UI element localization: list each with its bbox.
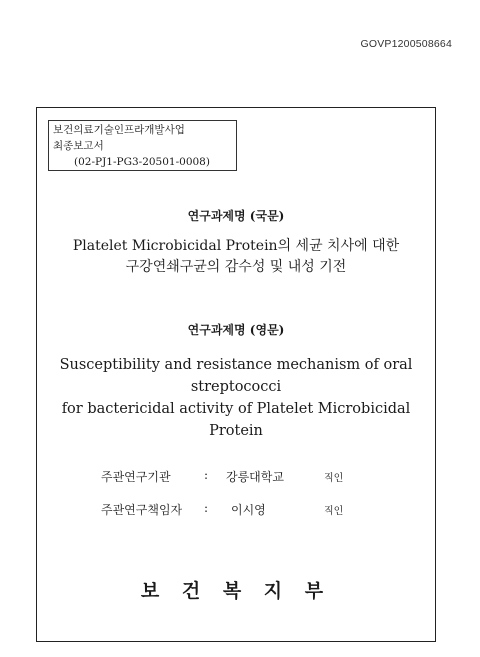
host-institution-colon: : [204, 468, 209, 482]
report-frame [36, 107, 436, 642]
korean-title-line1: Platelet Microbicidal Protein의 세균 치사에 대한 [72, 238, 400, 254]
korean-title-line2: 구강연쇄구균의 감수성 및 내성 기전 [125, 259, 347, 275]
program-name: 보건의료기술인프라개발사업 [53, 124, 185, 136]
korean-title-heading: 연구과제명 (국문) [187, 209, 285, 223]
english-title [37, 354, 435, 442]
host-institution-seal: 직인 [324, 473, 344, 484]
principal-investigator-row [37, 501, 435, 517]
host-institution-name: 강릉대학교 [226, 470, 284, 484]
principal-investigator-colon: : [204, 501, 209, 515]
project-code: (02-PJ1-PG3-20501-0008) [74, 156, 210, 168]
ministry-name: 보 건 복 지 부 [140, 580, 332, 602]
english-title-line2: for bactericidal activity of Platelet Microbicidal Protein [61, 401, 411, 439]
principal-investigator-label: 주관연구책임자 [101, 503, 183, 517]
host-institution-row [37, 468, 435, 484]
report-label-box [48, 120, 237, 171]
report-type: 최종보고서 [53, 140, 104, 152]
korean-title [37, 236, 435, 278]
english-title-heading: 연구과제명 (영문) [187, 323, 285, 337]
principal-investigator-name: 이시영 [231, 503, 266, 517]
principal-investigator-seal: 직인 [324, 506, 344, 517]
host-institution-label: 주관연구기관 [101, 470, 171, 484]
document-code: GOVP1200508664 [360, 38, 452, 50]
english-title-line1: Susceptibility and resistance mechanism of oral streptococci [59, 357, 413, 395]
